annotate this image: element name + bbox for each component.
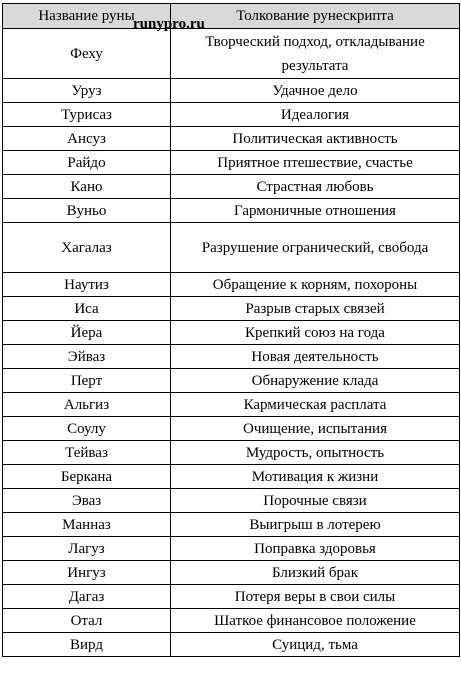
rune-meaning-cell: Идеалогия — [171, 103, 460, 127]
table-row — [3, 465, 460, 489]
rune-name-cell: Хагалаз — [3, 223, 171, 273]
rune-name-cell: Йера — [3, 321, 171, 345]
rune-meaning-cell: Потеря веры в свои силы — [171, 585, 460, 609]
table-row — [3, 393, 460, 417]
rune-meaning-cell: Крепкий союз на года — [171, 321, 460, 345]
rune-name-cell: Иса — [3, 297, 171, 321]
rune-name-cell: Феху — [3, 29, 171, 79]
rune-name-cell: Райдо — [3, 151, 171, 175]
rune-name-cell: Вирд — [3, 633, 171, 657]
table-row — [3, 199, 460, 223]
rune-name-cell: Лагуз — [3, 537, 171, 561]
table-row — [3, 369, 460, 393]
rune-name-cell: Беркана — [3, 465, 171, 489]
header-interpretation: Толкование рунескрипта — [171, 4, 460, 29]
rune-name-cell: Дагаз — [3, 585, 171, 609]
rune-meaning-cell: Гармоничные отношения — [171, 199, 460, 223]
rune-meaning-cell: Политическая активность — [171, 127, 460, 151]
rune-meaning-cell: Приятное птешествие, счастье — [171, 151, 460, 175]
rune-meaning-cell: Порочные связи — [171, 489, 460, 513]
rune-name-cell: Турисаз — [3, 103, 171, 127]
rune-name-cell: Кано — [3, 175, 171, 199]
rune-name-cell: Соулу — [3, 417, 171, 441]
table-header — [3, 4, 460, 29]
table-row — [3, 537, 460, 561]
table-row — [3, 585, 460, 609]
table-row — [3, 345, 460, 369]
rune-meaning-cell: Очищение, испытания — [171, 417, 460, 441]
rune-meaning-cell: Разрушение огранический, свобода — [171, 223, 460, 273]
rune-meaning-cell: Мотивация к жизни — [171, 465, 460, 489]
table-row — [3, 175, 460, 199]
table-row — [3, 633, 460, 657]
table-row — [3, 273, 460, 297]
table-body — [3, 29, 460, 657]
watermark: runypro.ru — [133, 16, 205, 32]
table-row — [3, 417, 460, 441]
table-row — [3, 441, 460, 465]
rune-meaning-cell: Разрыв старых связей — [171, 297, 460, 321]
rune-meaning-cell: Обнаружение клада — [171, 369, 460, 393]
rune-name-cell: Эйваз — [3, 345, 171, 369]
rune-meaning-cell: Выигрыш в лотерею — [171, 513, 460, 537]
table-row — [3, 127, 460, 151]
rune-meaning-cell: Новая деятельность — [171, 345, 460, 369]
table-row — [3, 103, 460, 127]
header-row — [3, 4, 460, 29]
table-row — [3, 29, 460, 79]
rune-name-cell: Манназ — [3, 513, 171, 537]
rune-name-cell: Ансуз — [3, 127, 171, 151]
rune-meaning-cell: Шаткое финансовое положение — [171, 609, 460, 633]
rune-meaning-cell: Творческий подход, откладывание результата — [171, 29, 460, 79]
rune-meaning-cell: Близкий брак — [171, 561, 460, 585]
table-row — [3, 151, 460, 175]
header-rune-name: Название руны — [3, 4, 171, 29]
rune-name-cell: Отал — [3, 609, 171, 633]
table-row — [3, 79, 460, 103]
rune-name-cell: Тейваз — [3, 441, 171, 465]
table-row — [3, 561, 460, 585]
rune-meaning-cell: Мудрость, опытность — [171, 441, 460, 465]
rune-meaning-cell: Поправка здоровья — [171, 537, 460, 561]
rune-name-cell: Ингуз — [3, 561, 171, 585]
rune-meaning-cell: Кармическая расплата — [171, 393, 460, 417]
rune-meaning-cell: Суицид, тьма — [171, 633, 460, 657]
table-row — [3, 489, 460, 513]
rune-meaning-cell: Удачное дело — [171, 79, 460, 103]
table-row — [3, 321, 460, 345]
rune-meaning-cell: Обращение к корням, похороны — [171, 273, 460, 297]
rune-name-cell: Эваз — [3, 489, 171, 513]
table-row — [3, 297, 460, 321]
table-row — [3, 609, 460, 633]
table-row — [3, 513, 460, 537]
rune-meaning-cell: Страстная любовь — [171, 175, 460, 199]
rune-name-cell: Уруз — [3, 79, 171, 103]
table-row — [3, 223, 460, 273]
rune-name-cell: Перт — [3, 369, 171, 393]
rune-name-cell: Вуньо — [3, 199, 171, 223]
rune-name-cell: Наутиз — [3, 273, 171, 297]
rune-table — [2, 3, 460, 657]
rune-name-cell: Альгиз — [3, 393, 171, 417]
